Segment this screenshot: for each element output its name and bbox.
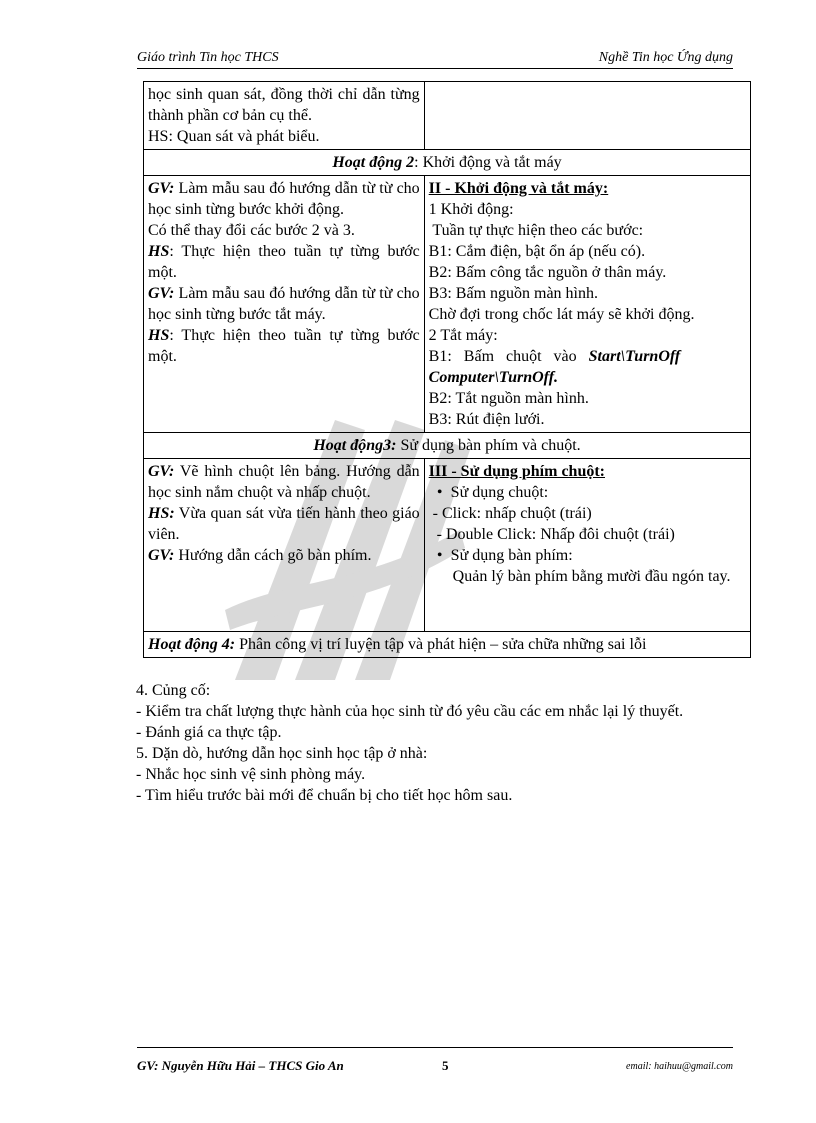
bullet-item: • Sử dụng bàn phím: (429, 545, 746, 566)
teacher-notes-cell (144, 176, 425, 433)
note: Có thể thay đổi các bước 2 và 3. (148, 222, 355, 239)
note: GV: Làm mẫu sau đó hướng dẫn từ từ cho học sinh từng bước khởi động. (148, 180, 420, 218)
text-line: B2: Tắt nguồn màn hình. (428, 390, 589, 407)
header-right: Nghề Tin học Ứng dụng (598, 50, 733, 65)
text-line: - Click: nhấp chuột (trái) (428, 505, 592, 522)
text-line: B3: Rút điện lưới. (428, 411, 545, 428)
text-line: B2: Bấm công tắc nguồn ở thân máy. (428, 264, 667, 281)
note: HS: Thực hiện theo tuần tự từng bước một. (148, 327, 420, 365)
text-line: HS: Quan sát và phát biểu. (148, 128, 320, 145)
content-cell (424, 459, 750, 632)
text-line: Tuần tự thực hiện theo các bước: (428, 222, 644, 239)
note: GV: Làm mẫu sau đó hướng dẫn từ từ cho học sinh từng bước tắt máy. (148, 285, 420, 323)
activity-2-heading: Hoạt động 2: Khởi động và tắt máy (144, 150, 751, 176)
footer-email: email: haihuu@gmail.com (626, 1061, 733, 1072)
page-header (137, 48, 733, 69)
note: HS: Vừa quan sát vừa tiến hành theo giáo viên. (148, 505, 420, 543)
text-line: B1: Cắm điện, bật ổn áp (nếu có). (428, 243, 646, 260)
section-heading: II - Khởi động và tắt máy: (428, 180, 609, 197)
text-line: Chờ đợi trong chốc lát máy sẽ khởi động. (428, 306, 695, 323)
note: GV: Hướng dẫn cách gõ bàn phím. (148, 547, 372, 564)
text-line: 1 Khởi động: (428, 201, 514, 218)
top-left-cell (144, 82, 425, 150)
text-line: 5. Dặn dò, hướng dẫn học sinh học tập ở nhà: (136, 745, 428, 762)
text-line: B3: Bấm nguồn màn hình. (428, 285, 598, 302)
text-line: 2 Tắt máy: (428, 327, 498, 344)
text-line: B1: Bấm chuột vào Start\TurnOff Computer\TurnOff. (428, 348, 681, 386)
top-right-cell (424, 82, 750, 150)
note: HS: Thực hiện theo tuần tự từng bước một. (148, 243, 420, 281)
section-heading: III - Sử dụng phím chuột: (428, 463, 605, 480)
text-line: - Tìm hiểu trước bài mới để chuẩn bị cho tiết học hôm sau. (136, 787, 513, 804)
table-row-mouse (144, 459, 751, 632)
activity-3-heading: Hoạt động3: Sử dụng bàn phím và chuột. (144, 433, 751, 459)
teacher-notes-cell (144, 459, 425, 632)
bullet-item: • Sử dụng chuột: (429, 482, 746, 503)
text-line: 4. Củng cố: (136, 682, 211, 699)
note: GV: Vẽ hình chuột lên bảng. Hướng dẫn học sinh nắm chuột và nhấp chuột. (148, 463, 420, 501)
footer-author: GV: Nguyễn Hữu Hải – THCS Gio An (137, 1058, 344, 1073)
text-line: - Kiểm tra chất lượng thực hành của học sinh từ đó yêu cầu các em nhắc lại lý thuyết. (136, 703, 684, 720)
text-line: - Nhắc học sinh vệ sinh phòng máy. (136, 766, 366, 783)
content-cell (424, 176, 750, 433)
table-row-startup (144, 176, 751, 433)
activity-2-row (144, 150, 751, 176)
text-line: Quản lý bàn phím bằng mười đầu ngón tay. (452, 568, 731, 585)
header-left: Giáo trình Tin học THCS (137, 50, 279, 65)
text-line: học sinh quan sát, đồng thời chỉ dẫn từng thành phần cơ bản cụ thể. (148, 86, 420, 124)
summary-section (136, 680, 752, 806)
activity-4-heading: Hoạt động 4: Phân công vị trí luyện tập và phát hiện – sửa chữa những sai lỗi (144, 632, 751, 658)
text-line: - Double Click: Nhấp đôi chuột (trái) (428, 526, 675, 543)
page-number: 5 (442, 1058, 449, 1073)
table-row-top (144, 82, 751, 150)
activity-3-row (144, 433, 751, 459)
lesson-table (143, 81, 751, 658)
activity-4-row (144, 632, 751, 658)
page-footer (137, 1047, 733, 1073)
text-line: - Đánh giá ca thực tập. (136, 724, 282, 741)
